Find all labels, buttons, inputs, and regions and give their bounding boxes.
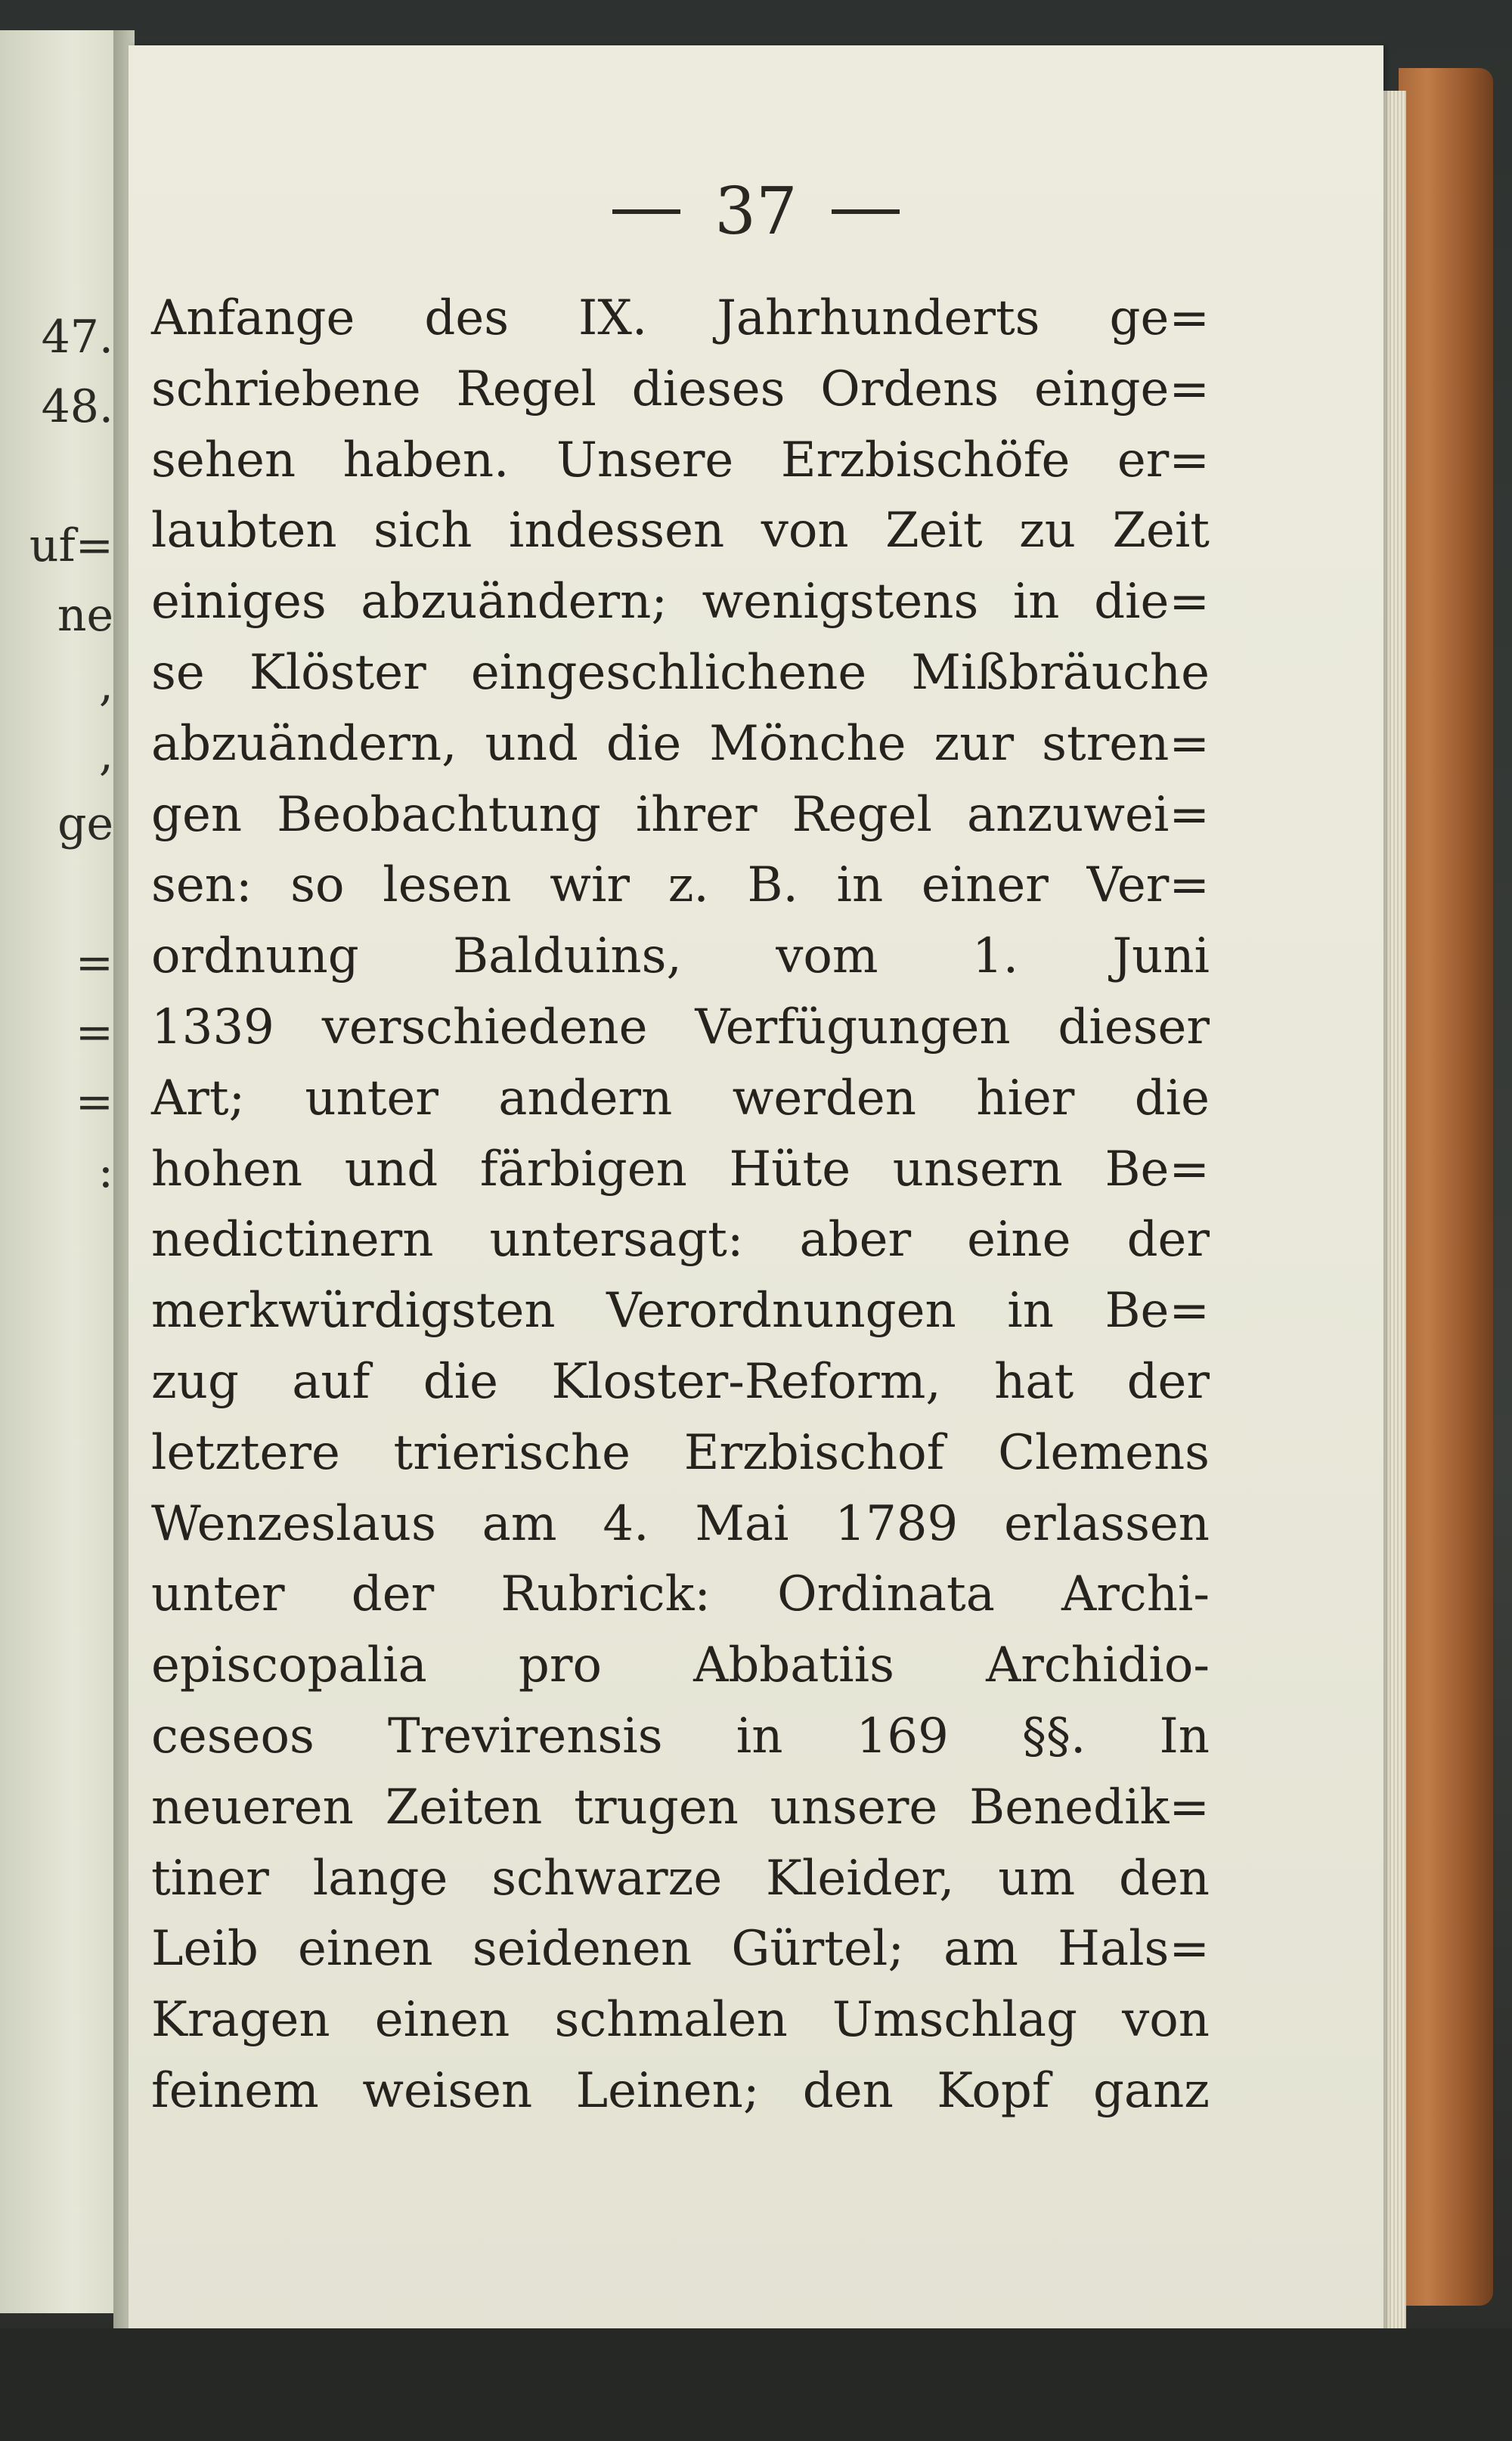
text-line: unter der Rubrick: Ordinata Archi-: [151, 1566, 1210, 1623]
table-surface: [0, 2328, 1512, 2441]
left-fragment: ,: [98, 728, 113, 781]
left-fragment: :: [98, 1145, 113, 1198]
left-fragment: =: [75, 1076, 113, 1129]
text-line: Anfange des IX. Jahrhunderts ge=: [151, 290, 1210, 346]
header-dash-left: [612, 209, 680, 214]
page-body-text: [151, 283, 1210, 2127]
text-line: abzuändern, und die Mönche zur stren=: [151, 715, 1210, 772]
text-line: Wenzeslaus am 4. Mai 1789 erlassen: [151, 1495, 1210, 1552]
left-page: [0, 30, 121, 2313]
text-line: zug auf die Kloster-Reform, hat der: [151, 1353, 1210, 1410]
text-line: tiner lange schwarze Kleider, um den: [151, 1850, 1210, 1907]
text-line: neueren Zeiten trugen unsere Benedik=: [151, 1779, 1210, 1835]
left-page-fragments: [0, 302, 113, 1207]
text-line: Leib einen seidenen Gürtel; am Hals=: [151, 1921, 1210, 1978]
text-line: einiges abzuändern; wenigstens in die=: [151, 574, 1210, 630]
left-fragment: [0, 859, 113, 928]
left-fragment: [0, 441, 113, 511]
left-fragment: ne: [57, 589, 113, 642]
text-line: sen: so lesen wir z. B. in einer Ver=: [151, 857, 1210, 914]
left-fragment: 48.: [41, 380, 113, 433]
left-fragment: 47.: [41, 311, 113, 364]
header-dash-right: [832, 209, 900, 214]
text-line: episcopalia pro Abbatiis Archidio-: [151, 1637, 1210, 1694]
text-line: hohen und färbigen Hüte unsern Be=: [151, 1141, 1210, 1197]
text-line: ordnung Balduins, vom 1. Juni: [151, 928, 1210, 985]
text-line: feinem weisen Leinen; den Kopf ganz: [151, 2062, 1210, 2119]
left-fragment: =: [75, 1006, 113, 1059]
text-line: gen Beobachtung ihrer Regel anzuwei=: [151, 786, 1210, 843]
text-line: 1339 verschiedene Verfügungen dieser: [151, 999, 1210, 1055]
text-line: se Klöster eingeschlichene Mißbräuche: [151, 644, 1210, 701]
left-fragment: ge: [57, 798, 113, 850]
text-line: nedictinern untersagt: aber eine der: [151, 1212, 1210, 1269]
page-number: 37: [714, 174, 798, 249]
text-line: merkwürdigsten Verordnungen in Be=: [151, 1283, 1210, 1340]
text-line: schriebene Regel dieses Ordens einge=: [151, 361, 1210, 417]
text-line: Kragen einen schmalen Umschlag von: [151, 1992, 1210, 2049]
text-line: Art; unter andern werden hier die: [151, 1070, 1210, 1126]
left-fragment: uf=: [29, 519, 113, 572]
text-line: sehen haben. Unsere Erzbischöfe er=: [151, 432, 1210, 488]
text-line: letztere trierische Erzbischof Clemens: [151, 1424, 1210, 1481]
book-cover: [1399, 68, 1493, 2306]
text-line: ceseos Trevirensis in 169 §§. In: [151, 1708, 1210, 1764]
left-fragment: ,: [98, 658, 113, 711]
page-header: [129, 174, 1383, 257]
text-line: laubten sich indessen von Zeit zu Zeit: [151, 503, 1210, 559]
left-fragment: =: [75, 937, 113, 990]
